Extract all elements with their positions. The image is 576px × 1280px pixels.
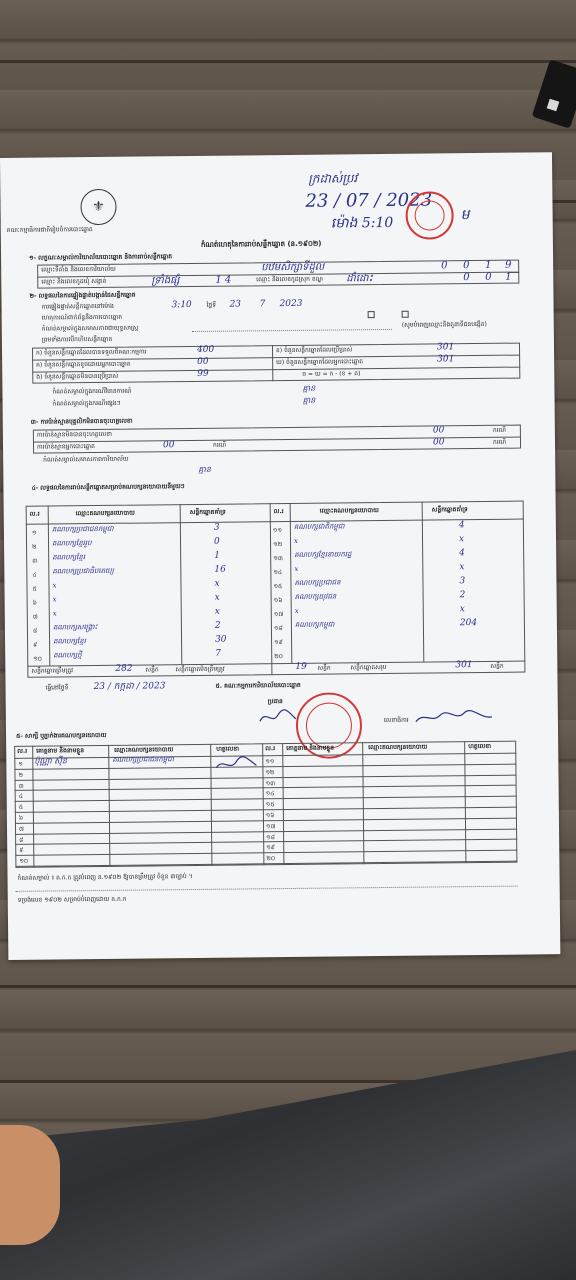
party-votes: x	[459, 562, 465, 573]
office-note-value: គ្មាន	[198, 464, 212, 474]
witness-row-number: ១៩	[266, 844, 276, 852]
party-votes: 3	[459, 576, 466, 587]
party-name: គណបក្សសង្គ្រោះ	[52, 623, 98, 632]
row-number: ១៧	[273, 611, 284, 619]
party-name: គណបក្សប្រជាជន	[294, 578, 341, 587]
row-number: ១៦	[273, 597, 283, 605]
received-value: 400	[196, 344, 215, 355]
location-code-1: 0	[463, 260, 470, 272]
col-party-left: ឈ្មោះគណបក្សនយោបាយ	[75, 509, 135, 518]
case-unit-b: ករណី	[492, 438, 507, 446]
party-votes: 4	[458, 520, 465, 531]
section4-title: ៤- លទ្ធផលនៃការរាប់សន្លឹកឆ្នោតសម្រាប់គណបក្សនយោបាយនីមួយៗ	[31, 483, 185, 492]
fill-line	[192, 329, 392, 332]
party-votes: 0	[213, 536, 220, 547]
commune-value: ទ្រាំងផ្សំ	[151, 275, 180, 287]
valid-total: 282	[115, 663, 133, 674]
date-line-label: ធ្វើនៅថ្ងៃទី	[45, 684, 69, 692]
party-name: គណបក្សយុវជន	[294, 592, 337, 601]
voters-value: 301	[437, 354, 455, 365]
office-note: កំណត់សម្គាល់សមាសភាពការិយាល័យ	[43, 455, 129, 464]
party-name: x	[294, 606, 299, 615]
col-votes-right: សន្លឹកឆ្នោតគាំទ្រ	[431, 506, 468, 514]
col-votes-left: សន្លឹកឆ្នោតគាំទ្រ	[189, 508, 226, 517]
w-col-name: គោត្តនាម និងនាមខ្លួន	[36, 747, 85, 755]
row-number: ៨	[32, 627, 38, 635]
row-number: ២	[32, 543, 37, 551]
case-mid: ករណី	[212, 441, 227, 449]
party-name: x	[293, 536, 299, 545]
location-code-0: 0	[441, 260, 458, 272]
unsigned-value: 00	[432, 425, 445, 436]
party-name: គណបក្សប្រជាជនកម្ពុជា	[51, 524, 114, 534]
spoiled-label: គ) ចំនួនសន្លឹកឆ្នោតខូចដោយអ្នកបោះឆ្នោត	[36, 360, 131, 369]
witness-row-number: ១១	[265, 758, 275, 766]
witness-row-number: ១៣	[265, 779, 276, 787]
incident-label: ហេតុការណ៍ពាក់ព័ន្ធនឹងការបោះឆ្នោត	[41, 313, 123, 322]
handwritten-date: 23 / 07 / 2023	[305, 189, 433, 212]
date-line-value: 23 / កក្កដា / 2023	[93, 681, 166, 693]
other-value: គ្មាន	[302, 395, 316, 405]
valid-unit: សន្លឹក	[145, 666, 159, 674]
row-number: ៤	[32, 571, 37, 579]
witness-row-number: ៧	[18, 825, 24, 833]
spoiled-value: 00	[197, 356, 209, 367]
row-number: ២០	[274, 653, 284, 661]
party-votes: x	[458, 534, 465, 545]
party-votes: 2	[459, 590, 466, 601]
unused-value: 99	[197, 368, 209, 379]
witness-row-number: ១	[18, 760, 23, 768]
witness-row-number: ១៨	[266, 833, 275, 841]
row-number: ១១	[272, 527, 283, 535]
row-number: ៩	[33, 641, 38, 649]
unsigned-label: ការប៉ាន់ស្មានមិនបានចុះហត្ថលេខា	[36, 430, 112, 439]
date-label: ថ្ងៃទី	[206, 301, 217, 309]
witness-row-number: ១៦	[265, 812, 275, 820]
party-votes: 16	[214, 564, 226, 575]
chair-label: ប្រធាន	[267, 698, 283, 706]
witness-row-number: ២	[18, 771, 24, 779]
district-code-0: 0	[463, 272, 470, 284]
party-name: គណបក្សជាតិកម្ពុជា	[293, 522, 345, 531]
witness-row-number: ១៥	[265, 801, 275, 809]
row-number: ៥	[32, 585, 37, 593]
count-time-label: ការផ្ទៀងផ្ទាត់សន្លឹកឆ្នោតនៅម៉ោង	[41, 302, 114, 311]
secretary-label: លេខាធិការ	[383, 716, 409, 725]
party-votes: 204	[459, 618, 478, 629]
checkbox-yes[interactable]	[368, 311, 375, 318]
party-votes: 30	[215, 634, 227, 645]
handwritten-mark: ម	[460, 207, 470, 224]
suffix-note: (សូមបំពេញឈ្មោះនិងតួនាទីជនបង្កើត)	[401, 320, 487, 329]
witness-row-number: ១២	[265, 768, 275, 777]
witness-row-number: ៤	[18, 793, 23, 801]
org-name: គណៈកម្មាធិការជាតិរៀបចំការបោះឆ្នោត	[6, 226, 93, 234]
section1-title: ១- លក្ខណៈសម្គាល់ការិយាល័យបោះឆ្នោត និងការរាប់សន្លឹកឆ្នោត	[29, 253, 173, 262]
measure-note: កំណត់សម្គាល់ក្នុងករណីវិធានការណ៍	[52, 387, 132, 396]
party-name: គណបក្សខ្មែរ	[53, 637, 86, 646]
date-year: 2023	[279, 298, 303, 310]
witness-signature-icon	[214, 755, 258, 773]
location-code-3: 9	[505, 259, 512, 271]
form-code: ទម្រង់លេខ ១៩០២ សម្រាប់បំពេញដោយ គ.ក.ក	[17, 895, 127, 904]
chair-signature-icon	[258, 707, 298, 727]
witness-row-number: ៣	[18, 782, 24, 790]
w-col-no-r: ល.រ	[265, 745, 276, 753]
count-time: 3:10	[171, 300, 192, 311]
witness-row-number: ៩	[19, 847, 24, 855]
all-label: សន្លឹកឆ្នោតសរុប	[350, 663, 387, 672]
other-note: កំណត់សម្គាល់ក្នុងករណីផ្សេងៗ	[52, 399, 121, 408]
date-month: 7	[259, 299, 266, 310]
invalid-unit: សន្លឹក	[317, 664, 331, 672]
witness-row-number: ១០	[19, 857, 29, 866]
footer-note: កំណត់សម្គាល់ ៖ ត.ក.ក ត្រូវបំពេញ ន.១៩០២ ឱ្យបានត្រឹមត្រូវ ចំនួន ៣ច្បាប់ ។	[17, 873, 193, 882]
voters-label: ឃ) ចំនួនសន្លឹកឆ្នោតដែលអ្នកបោះឆ្នោត	[276, 358, 364, 367]
location-label: ឈ្មោះទីតាំង និងលេខការិយាល័យ	[41, 265, 116, 274]
party-name: គណបក្សខ្មែរនាយករដ្ឋ	[294, 550, 352, 559]
all-total: 301	[455, 660, 473, 671]
row-number: ៦	[32, 599, 37, 607]
witness-row-number: ៥	[18, 803, 24, 812]
official-stamp-icon	[405, 191, 454, 240]
col-no-right: ល.រ	[273, 508, 284, 516]
witness-party: គណបក្សប្រជាជនកម្ពុជា	[112, 755, 174, 764]
party-name: គណបក្សប្រជាធិបតេយ្យ	[52, 566, 114, 576]
election-form-1902	[0, 152, 560, 960]
composition-note: កំណត់សម្គាល់ក្នុងសមាសភាពជាយុទ្ធសាស្ត្រ	[41, 324, 139, 333]
measure-value: គ្មាន	[302, 383, 316, 393]
col-party-right: ឈ្មោះគណបក្សនយោបាយ	[319, 507, 379, 515]
party-name: គណបក្សខ្មែរ	[52, 553, 86, 562]
district-label: ឈ្មោះ និងលេខកូដស្រុក ខណ្ឌ	[256, 275, 324, 284]
district-code-2: 1	[505, 271, 512, 283]
row-number: ១០	[33, 655, 43, 663]
w-col-party: ឈ្មោះគណបក្សនយោបាយ	[114, 746, 174, 754]
emblem-logo-icon: ⚜	[80, 189, 116, 225]
valid-label: សន្លឹកឆ្នោតត្រឹមត្រូវ	[31, 667, 74, 675]
district-code-1: 0	[485, 271, 492, 283]
date-day: 23	[229, 299, 242, 310]
all-unit: សន្លឹក	[490, 662, 504, 670]
unused-label: ង) ចំនួនសន្លឹកឆ្នោតមិនបានប្រើប្រាស់	[36, 372, 119, 381]
section5-title: ៥- សាក្សី ឬភ្នាក់ងារគណបក្សនយោបាយ	[16, 731, 107, 740]
checkbox-no[interactable]	[402, 311, 409, 318]
handwritten-top: ក្រដាស់ប្រវ	[308, 171, 358, 186]
witness-name: ប៉ុណ្ណា ស៊ីន	[34, 756, 67, 766]
w-col-party-r: ឈ្មោះគណបក្សនយោបាយ	[368, 743, 428, 752]
party-name: គណបក្សថ្មី	[53, 651, 82, 660]
location-code-2: 1	[485, 259, 492, 271]
plank-seam	[0, 60, 576, 63]
party-votes: 3	[213, 522, 220, 533]
row-number: ៧	[32, 613, 38, 621]
plank-seam	[0, 985, 576, 988]
section3-title: ៣- ការប៉ាន់ស្មានបុគ្គលិកមិនបានចុះហត្ថលេខា	[30, 417, 133, 426]
secretary-signature-icon	[414, 709, 494, 726]
party-votes: 7	[215, 648, 221, 659]
party-name: គណបក្សខ្មែររួប	[51, 539, 92, 548]
w-col-sign: ហត្ថលេខា	[216, 745, 240, 753]
col-no-left: ល.រ	[29, 510, 40, 518]
hand	[0, 1125, 60, 1245]
location-value: បឋមសិក្សាទីដួល	[261, 261, 325, 274]
w-col-name-r: គោត្តនាម និងនាមខ្លួន	[286, 744, 335, 753]
w-col-no: ល.រ	[17, 747, 28, 755]
section2-title: ២- លទ្ធផលនៃការផ្ទៀងផ្ទាត់បង្កាន់ដៃសន្លឹកឆ្នោត	[29, 291, 136, 300]
party-votes: 2	[214, 620, 221, 631]
party-votes: x	[214, 578, 220, 589]
party-votes: x	[214, 606, 220, 617]
voter-estimate-value: 00	[162, 440, 175, 451]
party-votes: x	[214, 592, 220, 603]
voter-estimate-label: ការប៉ាន់ស្មានអ្នកបោះឆ្នោត	[36, 443, 95, 451]
received-label: ក) ចំនួនសន្លឹកឆ្នោតដែលបានទទួលពីគណៈកម្មការ	[36, 348, 147, 357]
witness-row-number: ១៧	[265, 822, 276, 831]
party-name: x	[52, 581, 57, 590]
witness-row-number: ៨	[19, 836, 24, 844]
witness-row-number: ៦	[18, 814, 24, 822]
party-name: x	[52, 609, 57, 618]
party-votes: 1	[214, 550, 220, 561]
invalid-total: 19	[295, 661, 307, 672]
case-unit: ករណី	[492, 426, 506, 434]
form-title: កំណត់ហេតុនៃការរាប់សន្លឹកឆ្នោត (ន.១៩០២)	[200, 239, 322, 249]
party-votes: x	[459, 604, 465, 615]
witness-row-number: ១៤	[265, 790, 275, 798]
party-name: x	[52, 595, 57, 604]
ballot-box-note: ព្រមទាំងការបើកហិបសន្លឹកឆ្នោត	[41, 335, 113, 344]
commune-label: ឈ្មោះ និងលេខកូដឃុំ សង្កាត់	[41, 277, 107, 286]
row-number: ១៥	[273, 583, 283, 591]
formula-label: ច = ឃ = ក - (ខ + គ)	[302, 370, 361, 378]
used-value: 301	[436, 342, 455, 353]
row-number: ១៩	[274, 639, 283, 647]
divider	[16, 886, 518, 892]
witness-row-number: ២០	[266, 855, 276, 863]
voter-estimate-value-b: 00	[432, 437, 445, 448]
invalid-label: សន្លឹកឆ្នោតមិនត្រឹមត្រូវ	[175, 665, 225, 674]
row-number: ១	[31, 529, 37, 537]
handwritten-ref: ម៉ោង 5:10	[330, 214, 394, 232]
row-number: ១៣	[273, 555, 283, 563]
row-number: ១២	[273, 541, 283, 549]
row-number: ១៤	[273, 569, 283, 577]
row-number: ៣	[32, 557, 38, 565]
committee-label: ៥. គណៈកម្មការការិយាល័យបោះឆ្នោត	[215, 681, 301, 690]
district-value: ដាំដោះ	[346, 273, 373, 285]
commune-code: 1 4	[215, 274, 232, 286]
party-name: x	[294, 564, 299, 573]
used-label: ខ) ចំនួនសន្លឹកឆ្នោតដែលប្រើប្រាស់	[275, 346, 353, 355]
row-number: ១៨	[273, 625, 283, 633]
party-name: គណបក្សកម្ពុជា	[294, 620, 335, 629]
w-col-sign-r: ហត្ថលេខា	[468, 742, 492, 751]
party-votes: 4	[459, 548, 465, 559]
